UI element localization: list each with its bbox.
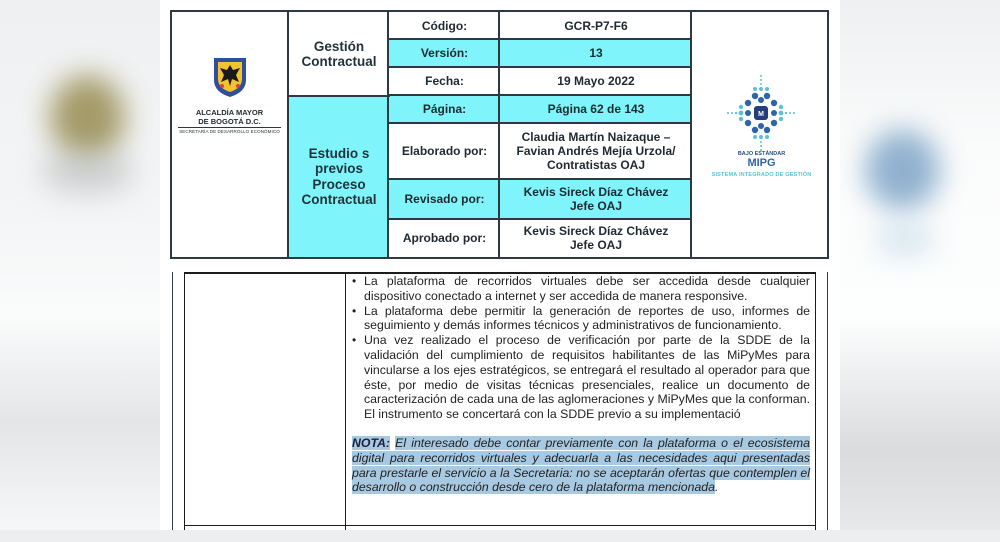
value-text: 19 Mayo 2022 (557, 74, 635, 88)
grid-line (387, 38, 692, 40)
value-line: Contratistas OAJ (546, 158, 646, 172)
blurred-seal-left (50, 75, 125, 160)
table-border (815, 272, 816, 530)
mipg-logo (694, 12, 829, 257)
value-line: Claudia Martín Naizaque – (521, 130, 671, 144)
field-label-pagina (389, 95, 500, 123)
blurred-text-left (40, 150, 135, 195)
table-border (184, 272, 185, 530)
value-line: Jefe OAJ (569, 238, 623, 252)
bullet-item: • La plataforma debe permitir la generación de reportes de uso, informes de seguimiento y demás informes técnicos y administrativos de funcionamiento. (352, 304, 810, 334)
field-value-version (500, 39, 692, 67)
label-text: Revisado por: (404, 192, 485, 206)
label-text: Versión: (420, 46, 469, 60)
nota-period: . (714, 480, 719, 495)
entity-secretariat: SECRETARÍA DE DESARROLLO ECONÓMICO (179, 129, 280, 134)
entity-name-line1: ALCALDÍA MAYOR (195, 108, 264, 117)
value-line: Kevis Sireck Díaz Chávez (523, 185, 669, 199)
value-text: Página 62 de 143 (547, 102, 645, 116)
grid-line (387, 94, 692, 96)
value-line: Favian Andrés Mejía Urzola/ (516, 144, 676, 158)
bullet-item: • Una vez realizado el proceso de verificación por parte de la SDDE de la validación del cumplimiento de requisitos habilitantes de las MiPyMes para vincularse a los ejes estratégicos, se entregará el resultado al operador para que éste, por medio de visitas técnicas presenciales, realice un documento de caracterización de cada una de las aglomeraciones y MiPyMes que la conforman. El instrumento se concertará con la SDDE previo a su implementació (352, 333, 810, 422)
field-label-version (389, 39, 500, 67)
table-column-divider (345, 272, 346, 530)
nota-label: NOTA: (352, 435, 391, 450)
field-value-revisado (500, 179, 692, 219)
grid-line (690, 12, 692, 257)
value-line: Jefe OAJ (569, 199, 623, 213)
value-text: 13 (589, 46, 603, 60)
grid-line (387, 66, 692, 68)
value-text: GCR-P7-F6 (564, 18, 628, 33)
field-value-elaborado (500, 123, 692, 179)
alcaldia-logo (172, 12, 287, 257)
document-header-table (170, 10, 829, 259)
mipg-dots-icon (726, 74, 796, 152)
mipg-title: MIPG (747, 157, 776, 169)
mipg-subtitle: SISTEMA INTEGRADO DE GESTIÓN (711, 172, 812, 178)
nota-text-highlighted: El interesado debe contar previamente con la plataforma o el ecosistema digital para recorridos virtuales y adecuarla a las necesidades aqui presentadas para prestarle el servicio a la Secretaria: no se aceptarán ofertas que contemplen el desarrollo o construcción desde cero de la plataforma mencionada (352, 435, 810, 495)
grid-line (387, 12, 389, 257)
grid-line (387, 178, 692, 180)
table-row-divider (184, 525, 816, 526)
label-text: Fecha: (425, 74, 464, 88)
field-label-codigo (389, 12, 500, 39)
blurred-mipg-text-right (875, 225, 935, 255)
process-name-top (289, 12, 389, 96)
bullet-item: • La plataforma de recorridos virtuales debe ser accedida desde cualquier dispositivo conectado a internet y ser accedida de manera responsive. (352, 274, 810, 304)
mipg-tagline: BAJO ESTÁNDAR (737, 151, 786, 157)
field-label-fecha (389, 67, 500, 95)
grid-line (387, 122, 692, 124)
grid-line (287, 12, 289, 257)
process-name-bottom (289, 96, 389, 257)
table-border (827, 272, 828, 530)
field-value-fecha (500, 67, 692, 95)
grid-line (498, 12, 500, 257)
field-value-codigo (500, 12, 692, 39)
entity-name-line2: DE BOGOTÁ D.C. (198, 117, 261, 126)
entity-divider (178, 127, 281, 128)
bogota-coat-of-arms-icon (212, 56, 248, 98)
spacer (352, 422, 810, 436)
svg-text:M: M (758, 111, 764, 118)
blurred-background-right (840, 0, 1000, 530)
label-text: Aprobado por: (402, 231, 487, 245)
grid-line (287, 95, 390, 97)
requirements-cell (352, 274, 810, 495)
label-text: Página: (422, 102, 467, 116)
field-label-elaborado (389, 123, 500, 179)
process-name-top-text: Gestión Contractual (301, 38, 377, 69)
label-text: Elaborado por: (401, 144, 488, 158)
process-name-bottom-text: Estudio s previos Proceso Contractual (301, 145, 377, 207)
field-value-pagina (500, 95, 692, 123)
table-border (172, 272, 173, 530)
blurred-mipg-right (865, 130, 940, 210)
nota-paragraph (352, 436, 810, 495)
grid-line (387, 218, 692, 220)
value-line: Kevis Sireck Díaz Chávez (523, 224, 669, 238)
field-label-revisado (389, 179, 500, 219)
field-label-aprobado (389, 219, 500, 257)
field-value-aprobado (500, 219, 692, 257)
label-text: Código: (421, 18, 468, 33)
